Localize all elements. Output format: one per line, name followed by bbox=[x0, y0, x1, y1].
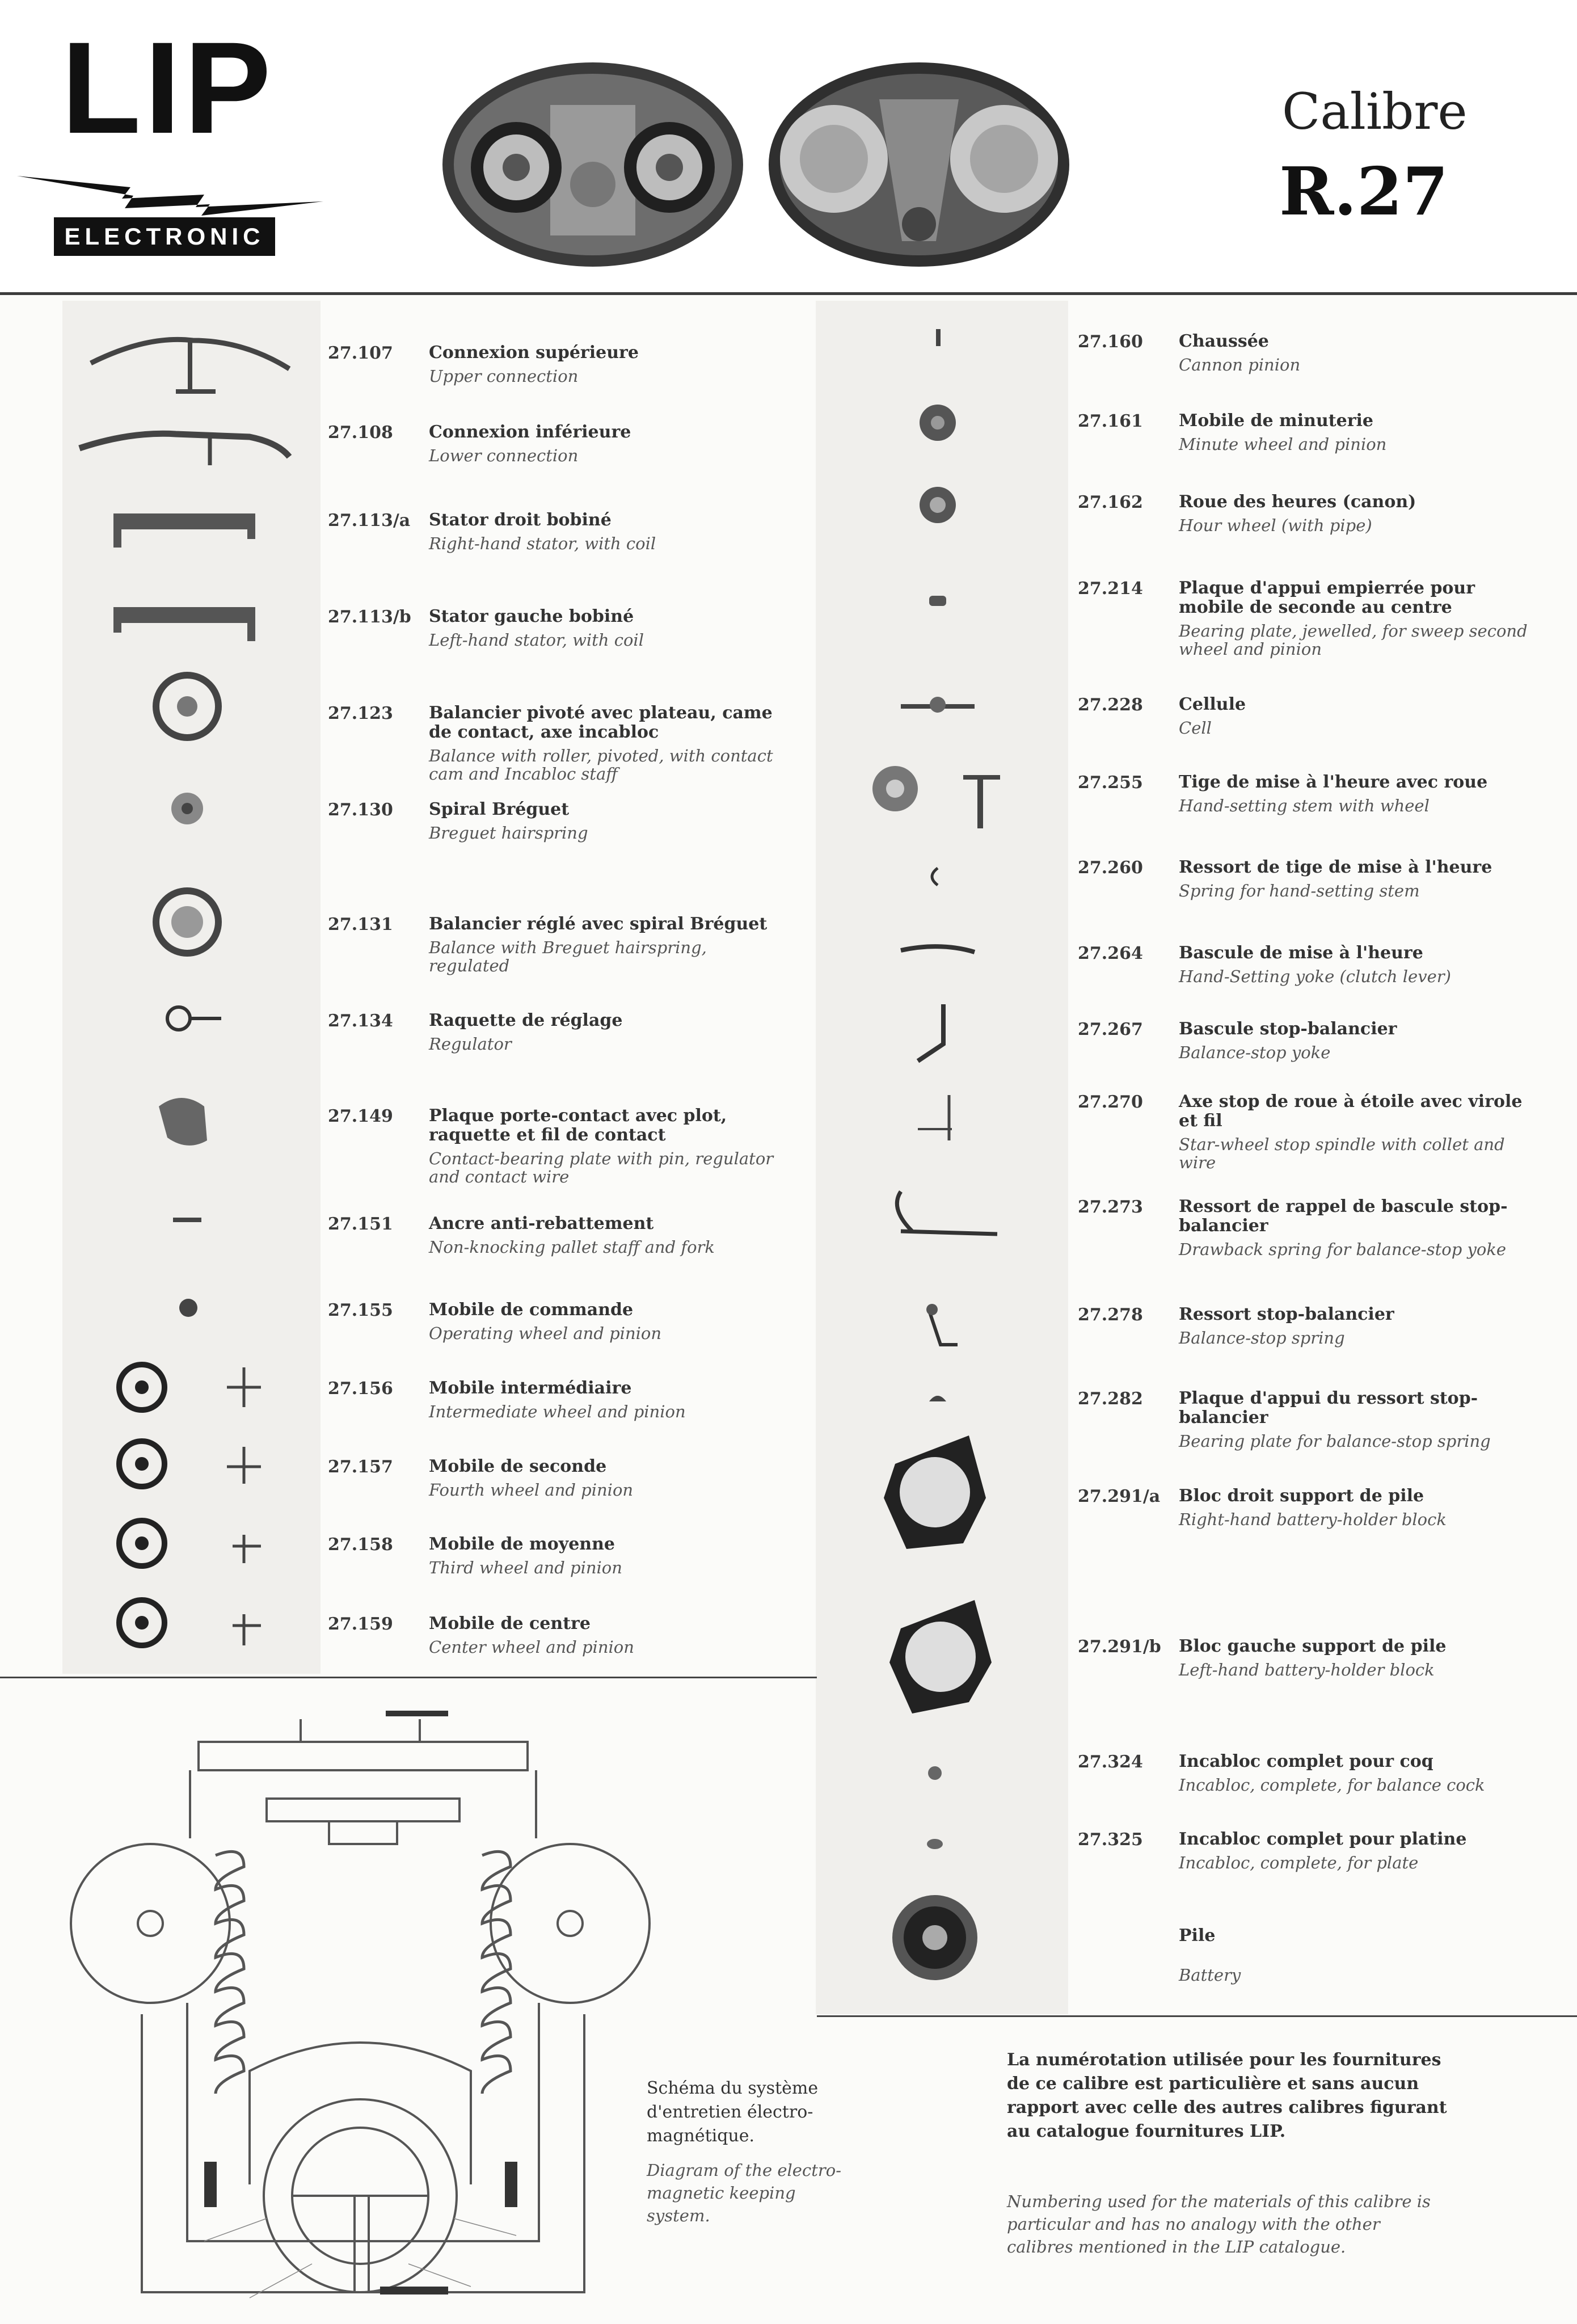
right-section-divider bbox=[817, 2015, 1577, 2017]
part-name-fr: Mobile de commande bbox=[429, 1300, 634, 1320]
part-name-en: Contact-bearing plate with pin, regulator and contact wire bbox=[429, 1149, 774, 1186]
part-number: 27.113/b bbox=[328, 607, 411, 627]
diagram-caption-en: Diagram of the electro-magnetic keeping system. bbox=[647, 2161, 841, 2225]
right-balance-wheel bbox=[491, 1844, 650, 2003]
part-number: 27.291/a bbox=[1078, 1487, 1161, 1506]
part-name-fr: Bascule stop-balancier bbox=[1179, 1019, 1397, 1039]
center-wheel-icon bbox=[119, 1600, 261, 1645]
part-name-en: Right-hand stator, with coil bbox=[429, 534, 656, 553]
part-name-en: Fourth wheel and pinion bbox=[429, 1480, 634, 1500]
part-number: 27.324 bbox=[1078, 1752, 1143, 1772]
part-number: 27.130 bbox=[328, 800, 393, 820]
part-name-fr: Incabloc complet pour platine bbox=[1179, 1829, 1467, 1849]
part-name-en: Minute wheel and pinion bbox=[1179, 435, 1387, 454]
part-name-fr: Mobile intermédiaire bbox=[429, 1378, 632, 1398]
part-name-fr: Ressort de tige de mise à l'heure bbox=[1179, 857, 1492, 877]
operating-wheel-icon bbox=[179, 1299, 197, 1317]
incabloc-cock-icon bbox=[928, 1766, 942, 1780]
part-name-fr: Bloc gauche support de pile bbox=[1179, 1636, 1447, 1656]
part-name-en: Third wheel and pinion bbox=[429, 1558, 622, 1577]
balance-stop-spring-icon bbox=[926, 1304, 958, 1345]
part-name-en: Hour wheel (with pipe) bbox=[1179, 516, 1372, 535]
part-name-fr: Balancier réglé avec spiral Bréguet bbox=[429, 914, 768, 934]
diagram-caption-fr: Schéma du système d'entretien électro-magnétique. bbox=[647, 2078, 819, 2146]
part-number: 27.108 bbox=[328, 423, 393, 443]
part-number: 27.155 bbox=[328, 1300, 393, 1320]
part-name-en: Regulator bbox=[429, 1034, 512, 1054]
part-name-en: Breguet hairspring bbox=[429, 823, 588, 843]
part-number: 27.270 bbox=[1078, 1092, 1143, 1112]
part-name-fr: Connexion supérieure bbox=[429, 343, 639, 363]
part-name-fr: Mobile de moyenne bbox=[429, 1534, 615, 1554]
right-coil-icon bbox=[482, 1851, 511, 2094]
part-name-en: Hand-setting stem with wheel bbox=[1179, 796, 1430, 815]
right-battery-holder-icon bbox=[884, 1435, 986, 1549]
minute-wheel-icon bbox=[920, 405, 956, 441]
part-name-fr: Bloc droit support de pile bbox=[1179, 1486, 1424, 1506]
part-number: 27.255 bbox=[1078, 773, 1143, 793]
lightning-bolt-icon bbox=[17, 162, 335, 218]
part-name-en: Left-hand stator, with coil bbox=[429, 630, 644, 650]
part-name-en: Bearing plate, jewelled, for sweep second wheel and pinion bbox=[1179, 621, 1528, 659]
balance-stop-yoke-icon bbox=[918, 1004, 943, 1061]
part-name-fr: Tige de mise à l'heure avec roue bbox=[1179, 772, 1488, 792]
part-name-fr: Incabloc complet pour coq bbox=[1179, 1752, 1433, 1771]
lower-connection-icon bbox=[79, 433, 289, 465]
numbering-note-en: Numbering used for the materials of this calibre is particular and has no analogy with the other calibres mentioned in the LIP catalogue. bbox=[1007, 2192, 1431, 2256]
part-name-en: Upper connection bbox=[429, 367, 579, 386]
hand-setting-stem-icon bbox=[872, 766, 1000, 828]
part-number: 27.123 bbox=[328, 704, 393, 723]
regulated-balance-icon bbox=[156, 891, 218, 953]
part-name-fr: Balancier pivoté avec plateau, came de contact, axe incabloc bbox=[429, 703, 773, 742]
part-name-en: Right-hand battery-holder block bbox=[1179, 1510, 1447, 1529]
contact-plate-icon bbox=[159, 1098, 207, 1146]
part-number: 27.160 bbox=[1078, 332, 1143, 352]
incabloc-plate-icon bbox=[927, 1839, 943, 1849]
part-number: 27.214 bbox=[1078, 579, 1143, 599]
part-name-fr: Axe stop de roue à étoile avec virole et fil bbox=[1179, 1092, 1523, 1131]
calibre-label: Calibre bbox=[1282, 82, 1468, 141]
left-stator-coil-icon bbox=[113, 607, 255, 641]
part-name-fr: Stator droit bobiné bbox=[429, 510, 612, 530]
left-battery-holder-icon bbox=[889, 1600, 992, 1713]
part-number: 27.282 bbox=[1078, 1389, 1143, 1409]
part-number: 27.291/b bbox=[1078, 1637, 1161, 1657]
part-number: 27.134 bbox=[328, 1011, 393, 1031]
part-name-fr: Pile bbox=[1179, 1926, 1216, 1946]
part-name-fr: Cellule bbox=[1179, 694, 1246, 714]
brand-logo-text: LIP bbox=[61, 15, 275, 161]
part-name-en: Cell bbox=[1179, 718, 1212, 738]
part-number: 27.149 bbox=[328, 1106, 393, 1126]
part-name-fr: Chaussée bbox=[1179, 331, 1269, 351]
part-number: 27.151 bbox=[328, 1214, 393, 1234]
part-name-fr: Ressort stop-balancier bbox=[1179, 1304, 1394, 1324]
part-name-en: Spring for hand-setting stem bbox=[1179, 881, 1420, 900]
part-name-en: Star-wheel stop spindle with collet and wire bbox=[1179, 1135, 1505, 1172]
part-name-en: Incabloc, complete, for balance cock bbox=[1179, 1775, 1485, 1795]
part-name-en: Battery bbox=[1179, 1965, 1241, 1985]
clutch-lever-icon bbox=[901, 946, 975, 952]
part-name-fr: Plaque d'appui du ressort stop-balancier bbox=[1179, 1388, 1478, 1428]
part-number: 27.260 bbox=[1078, 858, 1143, 878]
part-number: 27.278 bbox=[1078, 1305, 1143, 1325]
left-balance-wheel bbox=[71, 1844, 230, 2003]
hour-wheel-icon bbox=[920, 487, 956, 523]
part-number: 27.157 bbox=[328, 1457, 393, 1477]
part-name-fr: Spiral Bréguet bbox=[429, 799, 570, 819]
part-name-fr: Ancre anti-rebattement bbox=[429, 1214, 654, 1233]
right-stator-coil-icon bbox=[113, 513, 255, 548]
balance-roller-icon bbox=[156, 675, 218, 738]
part-number: 27.113/a bbox=[328, 511, 411, 531]
movement-photos bbox=[437, 54, 1095, 281]
regulator-icon bbox=[167, 1007, 221, 1030]
part-name-en: Non-knocking pallet staff and fork bbox=[429, 1237, 715, 1257]
part-name-en: Intermediate wheel and pinion bbox=[429, 1402, 686, 1421]
stem-spring-icon bbox=[932, 868, 938, 885]
breguet-hairspring-icon bbox=[171, 793, 203, 824]
part-name-en: Balance with roller, pivoted, with contact cam and Incabloc staff bbox=[429, 746, 773, 784]
part-name-en: Balance-stop spring bbox=[1179, 1328, 1345, 1348]
part-name-fr: Mobile de seconde bbox=[429, 1456, 607, 1476]
part-number: 27.161 bbox=[1078, 411, 1143, 431]
movement-dial-side-icon bbox=[442, 62, 743, 267]
part-name-en: Hand-Setting yoke (clutch lever) bbox=[1179, 967, 1451, 986]
third-wheel-icon bbox=[119, 1521, 261, 1566]
part-name-en: Operating wheel and pinion bbox=[429, 1324, 662, 1343]
part-name-fr: Stator gauche bobiné bbox=[429, 607, 634, 626]
movement-back-side-icon bbox=[769, 62, 1069, 267]
part-name-en: Incabloc, complete, for plate bbox=[1179, 1853, 1419, 1872]
part-number: 27.159 bbox=[328, 1614, 393, 1634]
fourth-wheel-icon bbox=[119, 1441, 261, 1487]
part-name-fr: Plaque porte-contact avec plot, raquette et fil de contact bbox=[429, 1106, 727, 1145]
part-name-fr: Bascule de mise à l'heure bbox=[1179, 943, 1423, 963]
part-name-fr: Mobile de centre bbox=[429, 1614, 591, 1633]
left-section-divider bbox=[0, 1677, 817, 1678]
electromagnetic-system-diagram bbox=[62, 1696, 664, 2315]
part-number: 27.273 bbox=[1078, 1197, 1143, 1217]
part-name-en: Drawback spring for balance-stop yoke bbox=[1179, 1240, 1507, 1259]
part-number: 27.162 bbox=[1078, 492, 1143, 512]
calibre-number: R.27 bbox=[1279, 153, 1449, 230]
part-number: 27.228 bbox=[1078, 695, 1143, 715]
left-parts-illustrations bbox=[62, 301, 321, 1674]
drawback-spring-icon bbox=[897, 1192, 997, 1234]
part-number: 27.107 bbox=[328, 343, 393, 363]
star-wheel-spindle-icon bbox=[918, 1095, 952, 1140]
part-name-en: Balance with Breguet hairspring, regulated bbox=[429, 938, 707, 975]
part-name-en: Balance-stop yoke bbox=[1179, 1043, 1331, 1062]
part-number: 27.267 bbox=[1078, 1020, 1143, 1039]
part-name-en: Center wheel and pinion bbox=[429, 1637, 634, 1657]
part-number: 27.131 bbox=[328, 915, 393, 934]
part-name-en: Cannon pinion bbox=[1179, 355, 1301, 374]
left-coil-icon bbox=[216, 1851, 244, 2094]
part-name-fr: Roue des heures (canon) bbox=[1179, 492, 1416, 512]
cannon-pinion-icon bbox=[936, 329, 941, 346]
intermediate-wheel-icon bbox=[119, 1365, 261, 1410]
part-name-en: Left-hand battery-holder block bbox=[1179, 1660, 1435, 1679]
brand-badge: ELECTRONIC bbox=[54, 217, 275, 256]
battery-icon bbox=[892, 1895, 977, 1980]
bearing-plate-icon bbox=[929, 596, 946, 606]
numbering-note-fr: La numérotation utilisée pour les fournitures de ce calibre est particulière et sans aucun rapport avec celle des autres calibres figurant au catalogue fournitures LIP. bbox=[1007, 2050, 1447, 2141]
upper-connection-icon bbox=[91, 339, 289, 391]
right-parts-illustrations bbox=[816, 301, 1068, 2014]
part-number: 27.325 bbox=[1078, 1830, 1143, 1850]
part-name-en: Bearing plate for balance-stop spring bbox=[1179, 1432, 1491, 1451]
part-name-fr: Connexion inférieure bbox=[429, 422, 631, 442]
part-name-fr: Plaque d'appui empierrée pour mobile de seconde au centre bbox=[1179, 578, 1475, 617]
part-number: 27.264 bbox=[1078, 944, 1143, 963]
part-number: 27.158 bbox=[328, 1535, 393, 1555]
part-name-fr: Mobile de minuterie bbox=[1179, 411, 1374, 431]
part-name-fr: Raquette de réglage bbox=[429, 1011, 623, 1030]
spring-bearing-plate-icon bbox=[929, 1396, 946, 1401]
part-name-en: Lower connection bbox=[429, 446, 579, 465]
part-number: 27.156 bbox=[328, 1379, 393, 1399]
header-divider bbox=[0, 292, 1577, 295]
part-name-fr: Ressort de rappel de bascule stop-balancier bbox=[1179, 1197, 1508, 1236]
cell-icon bbox=[901, 697, 975, 713]
